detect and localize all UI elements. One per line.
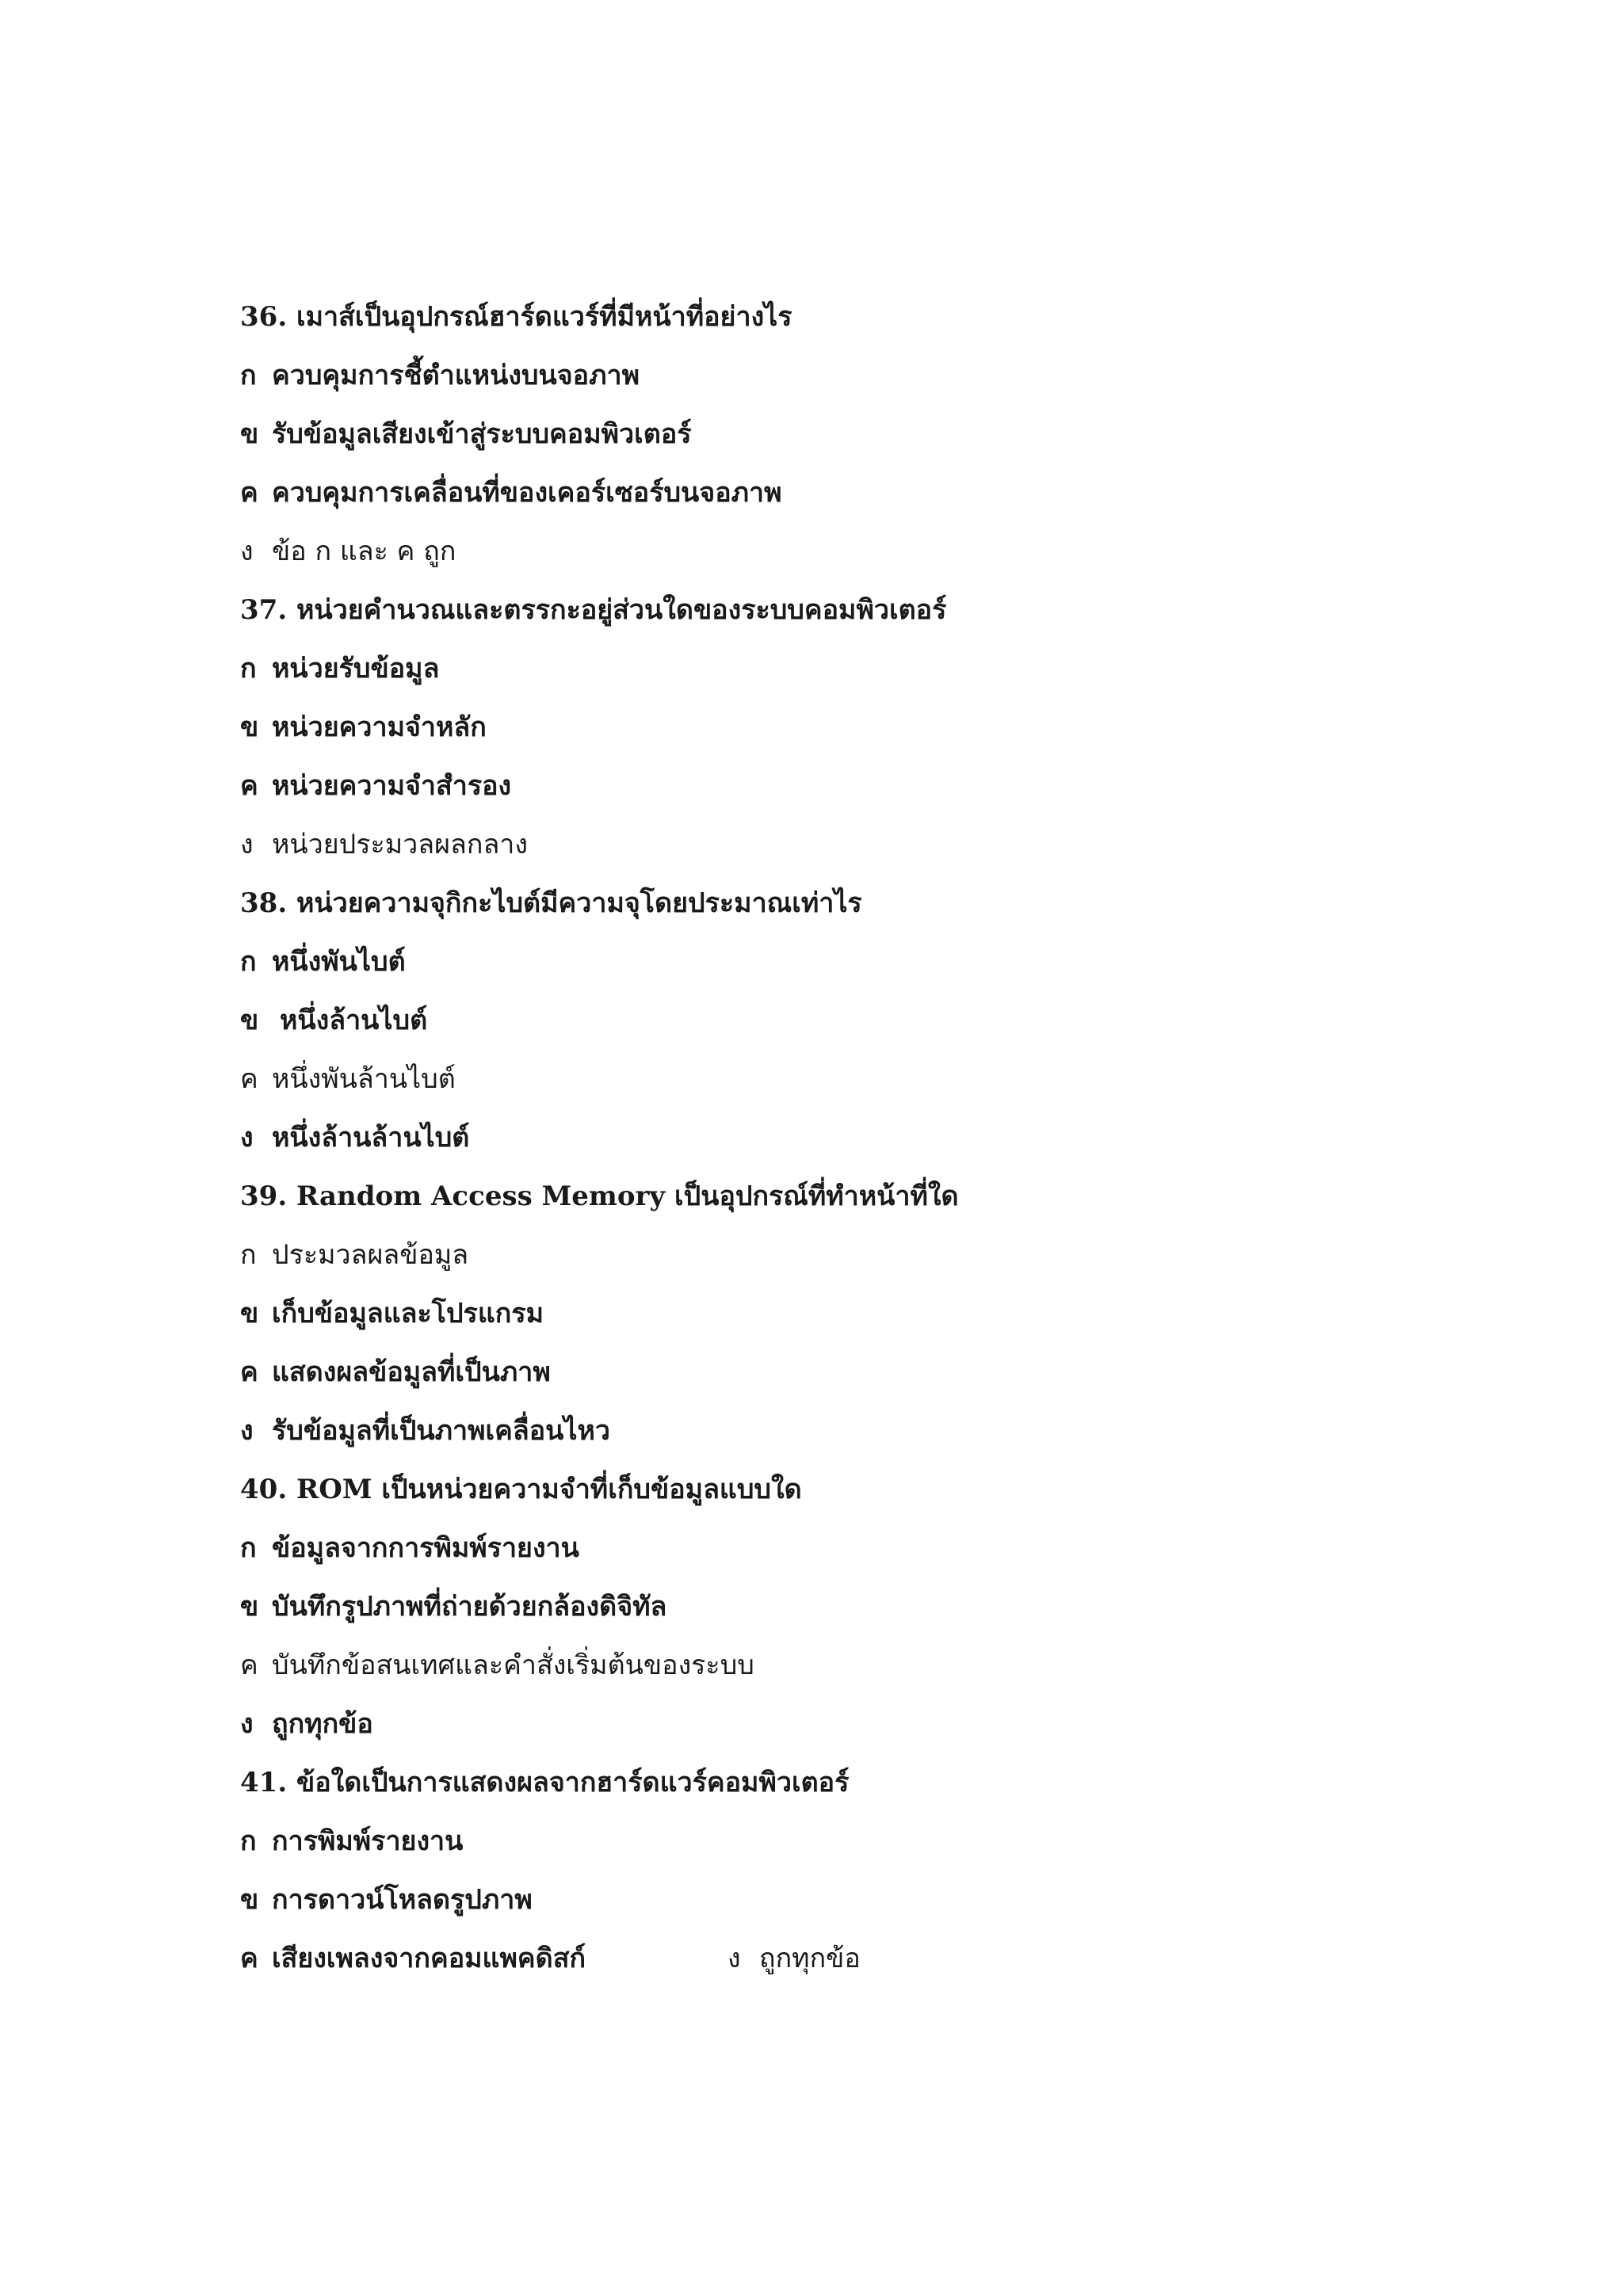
option-marker: ก [240, 1532, 257, 1564]
option-text: ควบคุมการเคลื่อนที่ของเคอร์เซอร์บนจอภาพ [272, 477, 782, 509]
question-36-option-c [240, 475, 782, 511]
question-36-option-a [240, 357, 640, 394]
option-marker: ก [240, 1239, 257, 1271]
question-40-option-d [240, 1706, 373, 1742]
question-37-stem: 37. หน่วยคำนวณและตรรกะอยู่ส่วนใดของระบบคอมพิวเตอร์ [240, 594, 947, 626]
option-text: บันทึกรูปภาพที่ถ่ายด้วยกล้องดิจิทัล [272, 1591, 667, 1623]
question-40-stem: 40. ROM เป็นหน่วยความจำที่เก็บข้อมูลแบบใด [240, 1474, 802, 1505]
option-marker: ค [240, 1943, 258, 1974]
question-37-option-d [240, 826, 528, 863]
option-text: หนึ่งล้านไบต์ [280, 1005, 428, 1036]
option-marker: ก [240, 360, 257, 391]
option-marker: ค [240, 477, 258, 509]
option-text: ควบคุมการชี้ตำแหน่งบนจอภาพ [272, 360, 640, 391]
option-text: การพิมพ์รายงาน [272, 1825, 464, 1857]
option-text: หนึ่งพันไบต์ [272, 946, 406, 978]
option-text: หน่วยประมวลผลกลาง [272, 829, 528, 860]
option-text: บันทึกข้อสนเทศและคำสั่งเริ่มต้นของระบบ [272, 1650, 754, 1681]
question-38-option-b [240, 1002, 427, 1039]
option-marker: ข [240, 1591, 259, 1623]
option-marker: ง [240, 1708, 254, 1740]
option-text: แสดงผลข้อมูลที่เป็นภาพ [272, 1356, 551, 1388]
question-38-stem: 38. หน่วยความจุกิกะไบต์มีความจุโดยประมาณเท่าไร [240, 887, 862, 919]
option-marker: ก [240, 653, 257, 685]
option-marker: ก [240, 1825, 257, 1857]
option-marker: ง [240, 536, 254, 567]
option-text: หนึ่งล้านล้านไบต์ [272, 1122, 470, 1154]
option-marker: ง [240, 1122, 254, 1154]
option-marker: ง [240, 829, 254, 860]
question-38-option-a [240, 944, 406, 980]
question-41-option-c [240, 1940, 586, 1977]
option-marker: ค [240, 1650, 258, 1681]
question-39-option-b [240, 1295, 544, 1332]
question-36-option-b [240, 416, 692, 452]
option-text: หน่วยรับข้อมูล [272, 653, 440, 685]
question-40-option-a [240, 1530, 579, 1566]
question-40-option-b [240, 1589, 666, 1625]
option-marker: ข [240, 1298, 259, 1329]
question-37-option-c [240, 768, 511, 804]
option-text: ถูกทุกข้อ [272, 1708, 373, 1740]
question-41-option-a [240, 1823, 463, 1859]
option-marker: ข [240, 1005, 259, 1036]
question-39-option-c [240, 1354, 551, 1390]
option-text: รับข้อมูลเสียงเข้าสู่ระบบคอมพิวเตอร์ [272, 418, 692, 450]
option-text: ข้อ ก และ ค ถูก [272, 536, 456, 567]
question-39-option-d [240, 1413, 610, 1449]
option-marker: ค [240, 1063, 258, 1095]
option-text: การดาวน์โหลดรูปภาพ [272, 1884, 533, 1916]
option-marker: ค [240, 1356, 258, 1388]
option-marker: ง [240, 1415, 254, 1447]
question-40-option-c [240, 1647, 754, 1684]
question-41-option-b [240, 1882, 533, 1918]
question-39-stem: 39. Random Access Memory เป็นอุปกรณ์ที่ทำหน้าที่ใด [240, 1180, 959, 1212]
question-36-option-d [240, 533, 456, 570]
question-37-option-a [240, 650, 439, 687]
option-text: เก็บข้อมูลและโปรแกรม [272, 1298, 544, 1329]
option-text: เสียงเพลงจากคอมแพคดิสก์ [272, 1943, 586, 1974]
question-41-option-d [727, 1940, 861, 1977]
option-marker: ข [240, 418, 259, 450]
question-38-option-c [240, 1061, 456, 1097]
option-text: ข้อมูลจากการพิมพ์รายงาน [272, 1532, 579, 1564]
option-text: ประมวลผลข้อมูล [272, 1239, 469, 1271]
option-text: รับข้อมูลที่เป็นภาพเคลื่อนไหว [272, 1415, 610, 1447]
option-marker: ก [240, 946, 257, 978]
option-text: ถูกทุกข้อ [759, 1943, 861, 1974]
question-37-option-b [240, 709, 487, 746]
option-text: หน่วยความจำสำรอง [272, 770, 512, 802]
option-marker: ข [240, 711, 259, 743]
question-41-stem: 41. ข้อใดเป็นการแสดงผลจากฮาร์ดแวร์คอมพิวเตอร์ [240, 1767, 850, 1798]
option-text: หน่วยความจำหลัก [272, 711, 487, 743]
option-marker: ข [240, 1884, 259, 1916]
question-36-stem: 36. เมาส์เป็นอุปกรณ์ฮาร์ดแวร์ที่มีหน้าที่อย่างไร [240, 301, 792, 333]
question-38-option-d [240, 1119, 469, 1156]
option-marker: ค [240, 770, 258, 802]
option-marker: ง [727, 1943, 741, 1974]
option-text: หนึ่งพันล้านไบต์ [272, 1063, 456, 1095]
question-39-option-a [240, 1237, 468, 1273]
